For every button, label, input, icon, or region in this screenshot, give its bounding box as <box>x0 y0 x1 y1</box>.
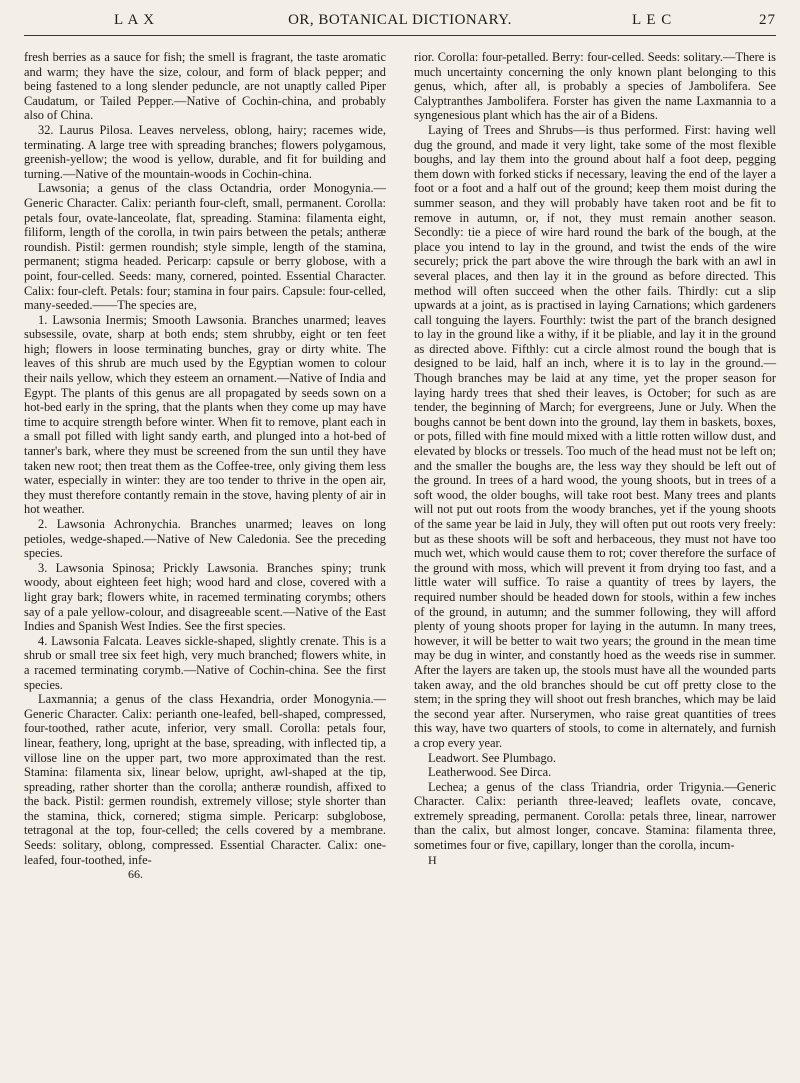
paragraph: fresh berries as a sauce for fish; the smell is fragrant, the taste aromatic and warm; they have the size, colour, and form of black pepper; and being fastened to a long slender peduncle, are not unaptly called Piper Caudatum, or Tailed Pepper.—Native of Cochin-china, and probably also of China. <box>24 50 386 123</box>
signature-mark: H <box>428 852 437 867</box>
paragraph: 4. Lawsonia Falcata. Leaves sickle-shaped, slightly crenate. This is a shrub or small tree six feet high, very much branched; flowers white, in a racemed terminating corymb.—Native of Cochin-china. See the first species. <box>24 633 386 692</box>
text-columns <box>24 50 776 882</box>
right-column <box>414 50 776 882</box>
paragraph: 32. Laurus Pilosa. Leaves nerveless, oblong, hairy; racemes wide, terminating. A large tree with spreading branches; flowers polygamous, greenish-yellow; the wood is yellow, durable, and fit for building and turning.—Native of the mountain-woods in Cochin-china. <box>24 122 386 181</box>
signature-mark: 66. <box>128 867 143 882</box>
header-left-word: L A X <box>114 12 156 28</box>
paragraph: Lawsonia; a genus of the class Octandria, order Monogynia.—Generic Character. Calix: perianth four-cleft, small, permanent. Corolla: petals four, ovate-lanceolate, flat, spreading. Stamina: filamenta eight, filiform, length of the corolla, in twin pairs between the petals; antheræ roundish. Pistil: germen roundish; style simple, length of the stamina, permanent; stigma headed. Pericarp: capsule or berry globose, with a point, four-celled. Seeds: many, cornered, pointed. Essential Character. Calix: four-cleft. Petals: four; stamina in four pairs. Capsule: four-celled, many-seeded.——The species are, <box>24 181 386 313</box>
page-number: 27 <box>759 12 776 28</box>
paragraph: 3. Lawsonia Spinosa; Prickly Lawsonia. Branches spiny; trunk woody, about eighteen feet high; wood hard and close, covered with a light gray bark; flowers white, in racemed terminating corymbs; others say of a pale yellow-colour, and disagreeable scent.—Native of the East Indies and Spanish West Indies. See the first species. <box>24 560 386 634</box>
header-right-word: L E C <box>632 12 673 28</box>
running-header <box>24 10 776 40</box>
paragraph: Laying of Trees and Shrubs—is thus performed. First: having well dug the ground, and made it very light, take some of the most flexible boughs, and lay them into the ground about half a foot deep, pegging them down with forked sticks if necessary, leaving the end of the layer a foot or a foot and a half out of the ground; keep them moist during the summer season, and they will probably have taken root and be fit to remove in autumn, or, if not, they must remain another season. Secondly: tie a piece of wire hard round the bark of the bough, at the place you intend to lay in the ground, and twist the ends of the wire securely; prick the part above the wire through the bark with an awl in several places, and then lay it in the ground as before directed. This method will often succeed when the other fails. Thirdly: cut a slip upwards at a joint, as is practised in laying Carnations; which gardeners call tonguing the layers. Fourthly: twist the part of the branch designed to lay in the ground like a withy, if it be pliable, and lay it in the ground as directed above. Fifthly: cut a circle almost round the bough that is designed to be laid, half an inch, where it is to lay in the ground.—Though branches may be laid at any time, yet the proper season for laying hardy trees that shed their leaves, is October; for such as are tender, the beginning of March; for evergreens, June or July. When the boughs cannot be bent down into the ground, lay them in baskets, boxes, or pots, filled with fine mould mixed with a little rotten willow dust, and elevated by blocks or tressels. Too much of the head must not be left on; and the smaller the boughs are, the less way they should be left out of the ground. In trees of a hard wood, the young shoots, but in trees of a soft wood, the older boughs, will take root best. Many trees and plants will not put out roots from the woody branches, yet if the young shoots of the same year be laid in July, they will often put out roots very freely: but as these shoots will be soft and herbaceous, they must not have too much wet, which would cause them to rot; cover therefore the surface of the ground with moss, which will prevent it from drying too fast, and a little water will suffice. To raise a quantity of trees by layers, the required number should be headed down for stools, within a few inches of the ground, in autumn; and the summer following, they will afford plenty of young shoots proper for laying in the autumn. In many trees, however, it will be better to wait two years; the ground in the mean time may be dug in winter, and constantly hoed as the weeds rise in summer. After the layers are taken up, the stools must have all the wounded parts taken away, and the old branches should be cut off pretty close to the stem; in the spring they will shoot out fresh branches, which may be laid the second year after. Nurserymen, who raise great quantities of trees this way, have two quarters of stools, to come in alternately, and furnish a crop every year. <box>414 122 776 750</box>
paragraph: Leatherwood. See Dirca. <box>428 765 552 780</box>
paragraph: Lechea; a genus of the class Triandria, order Trigynia.—Generic Character. Calix: perianth three-leaved; leaflets ovate, concave, extremely spreading, permanent. Corolla: petals three, linear, narrower than the calix, but almost longer, concave. Stamina: filamenta three, sometimes four or five, capillary, longer than the corolla, incum- <box>414 779 776 853</box>
paragraph: Leadwort. See Plumbago. <box>428 750 557 765</box>
header-rule <box>24 35 776 36</box>
paragraph: rior. Corolla: four-petalled. Berry: four-celled. Seeds: solitary.—There is much uncertainty concerning the only known plant belonging to this genus, which, after all, is probably a species of Jambolifera. See Calyptranthes Jambolifera. Forster has given the name Laxmannia to a syngenesious plant which has the air of a Bidens. <box>414 50 776 123</box>
paragraph: 1. Lawsonia Inermis; Smooth Lawsonia. Branches unarmed; leaves subsessile, ovate, sharp at both ends; stem shrubby, eight or ten feet high; flowers in loose terminating bunches, gray or dirty white. The leaves of this shrub are much used by the Egyptian women to colour their nails yellow, which they esteem an ornament.—Native of India and Egypt. The plants of this genus are all propagated by seeds sown on a hot-bed early in the spring, that the plants when they come up may have time to acquire strength before winter. When fit to remove, plant each in a small pot filled with light sandy earth, and plunged into a hot-bed of tanner's bark, where they must be screened from the sun until they have taken new root; then treat them as the Coffee-tree, only giving them less water, especially in winter: they are too tender to thrive in the open air, they must therefore contantly remain in the stove, having plenty of air in hot weather. <box>24 312 386 517</box>
header-title: OR, BOTANICAL DICTIONARY. <box>288 12 512 28</box>
left-column <box>24 50 386 882</box>
paragraph: Laxmannia; a genus of the class Hexandria, order Monogynia.—Generic Character. Calix: perianth one-leafed, bell-shaped, compressed, four-toothed, rather acute, inferior, very small. Corolla: petals four, linear, feathery, long, upright at the base, spreading, with inflected tip, a villose line on the upper part, two more approximated than the rest. Stamina: filamenta six, linear below, upright, awl-shaped at the tip, spreading, rather shorter than the corolla; antheræ roundish, affixed to the back. Pistil: germen roundish, extremely villose; style shorter than the stamina, thick, cornered; stigma simple. Pericarp: subglobose, tetragonal at the top, four-celled; the cells covered by a membrane. Seeds: solitary, oblong, compressed. Essential Character. Calix: one-leafed, four-toothed, infe- <box>24 692 386 867</box>
paragraph: 2. Lawsonia Achronychia. Branches unarmed; leaves on long petioles, wedge-shaped.—Native of New Caledonia. See the preceding species. <box>24 517 386 561</box>
